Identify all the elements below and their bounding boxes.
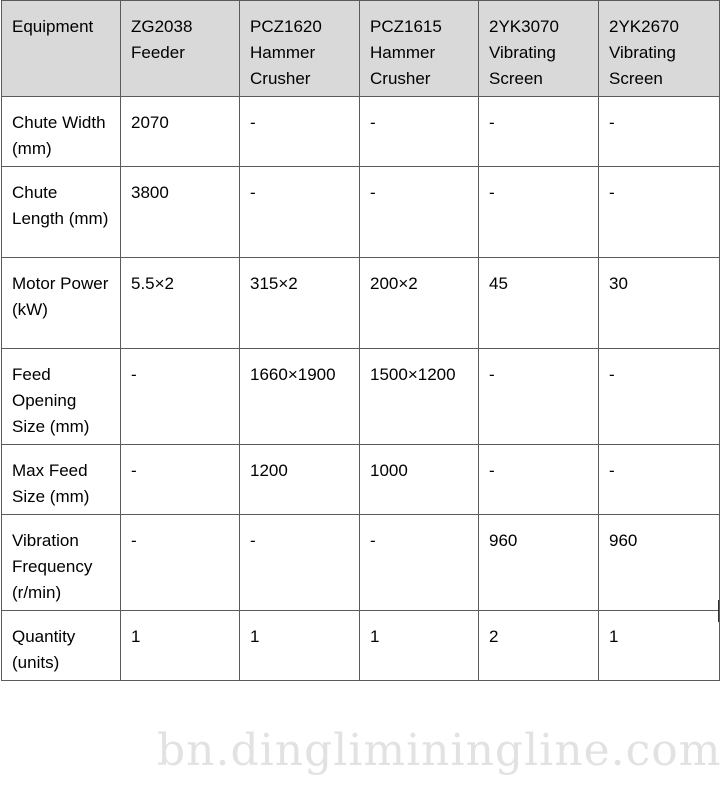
- table-cell: -: [599, 445, 720, 515]
- table-cell: 1660×1900: [240, 349, 360, 445]
- table-row: [2, 611, 720, 681]
- table-cell: 5.5×2: [121, 258, 240, 349]
- header-cell: PCZ1620 Hammer Crusher: [240, 1, 360, 97]
- table-cell: -: [240, 167, 360, 258]
- table-cell: -: [479, 167, 599, 258]
- table-cell: 1500×1200: [360, 349, 479, 445]
- table-cell: -: [121, 349, 240, 445]
- table-cell: -: [240, 97, 360, 167]
- header-cell: Equipment: [2, 1, 121, 97]
- table-cell: -: [121, 445, 240, 515]
- table-cell: -: [121, 515, 240, 611]
- header-cell: ZG2038 Feeder: [121, 1, 240, 97]
- table-row: [2, 445, 720, 515]
- table-row: [2, 258, 720, 349]
- table-cell: -: [599, 349, 720, 445]
- table-cell: 960: [599, 515, 720, 611]
- table-cell: 2: [479, 611, 599, 681]
- table-cell: 1000: [360, 445, 479, 515]
- table-cell: 1: [599, 611, 720, 681]
- table-cell: 200×2: [360, 258, 479, 349]
- table-cell: 960: [479, 515, 599, 611]
- table-cell: -: [599, 97, 720, 167]
- table-cell: -: [479, 97, 599, 167]
- table-cell: 315×2: [240, 258, 360, 349]
- table-cell: -: [479, 349, 599, 445]
- table-cell: 2070: [121, 97, 240, 167]
- table-cell: 1: [121, 611, 240, 681]
- equipment-spec-table: [1, 0, 720, 681]
- table-cell: 1200: [240, 445, 360, 515]
- table-cell: -: [240, 515, 360, 611]
- row-label: Feed Opening Size (mm): [2, 349, 121, 445]
- header-cell: PCZ1615 Hammer Crusher: [360, 1, 479, 97]
- table-cell: 45: [479, 258, 599, 349]
- table-cell: 3800: [121, 167, 240, 258]
- text-cursor: [718, 600, 719, 622]
- site-watermark: bn.dingliminingline.com: [157, 725, 721, 776]
- row-label: Chute Length (mm): [2, 167, 121, 258]
- table-cell: -: [360, 167, 479, 258]
- table-header-row: [2, 1, 720, 97]
- row-label: Vibration Frequency (r/min): [2, 515, 121, 611]
- table-row: [2, 349, 720, 445]
- table-row: [2, 515, 720, 611]
- table-cell: -: [479, 445, 599, 515]
- row-label: Quantity (units): [2, 611, 121, 681]
- table-row: [2, 97, 720, 167]
- row-label: Chute Width (mm): [2, 97, 121, 167]
- header-cell: 2YK3070 Vibrating Screen: [479, 1, 599, 97]
- table-cell: -: [360, 515, 479, 611]
- header-cell: 2YK2670 Vibrating Screen: [599, 1, 720, 97]
- table-cell: -: [360, 97, 479, 167]
- table-cell: -: [599, 167, 720, 258]
- row-label: Max Feed Size (mm): [2, 445, 121, 515]
- table-cell: 30: [599, 258, 720, 349]
- row-label: Motor Power (kW): [2, 258, 121, 349]
- table-cell: 1: [240, 611, 360, 681]
- table-cell: 1: [360, 611, 479, 681]
- table-row: [2, 167, 720, 258]
